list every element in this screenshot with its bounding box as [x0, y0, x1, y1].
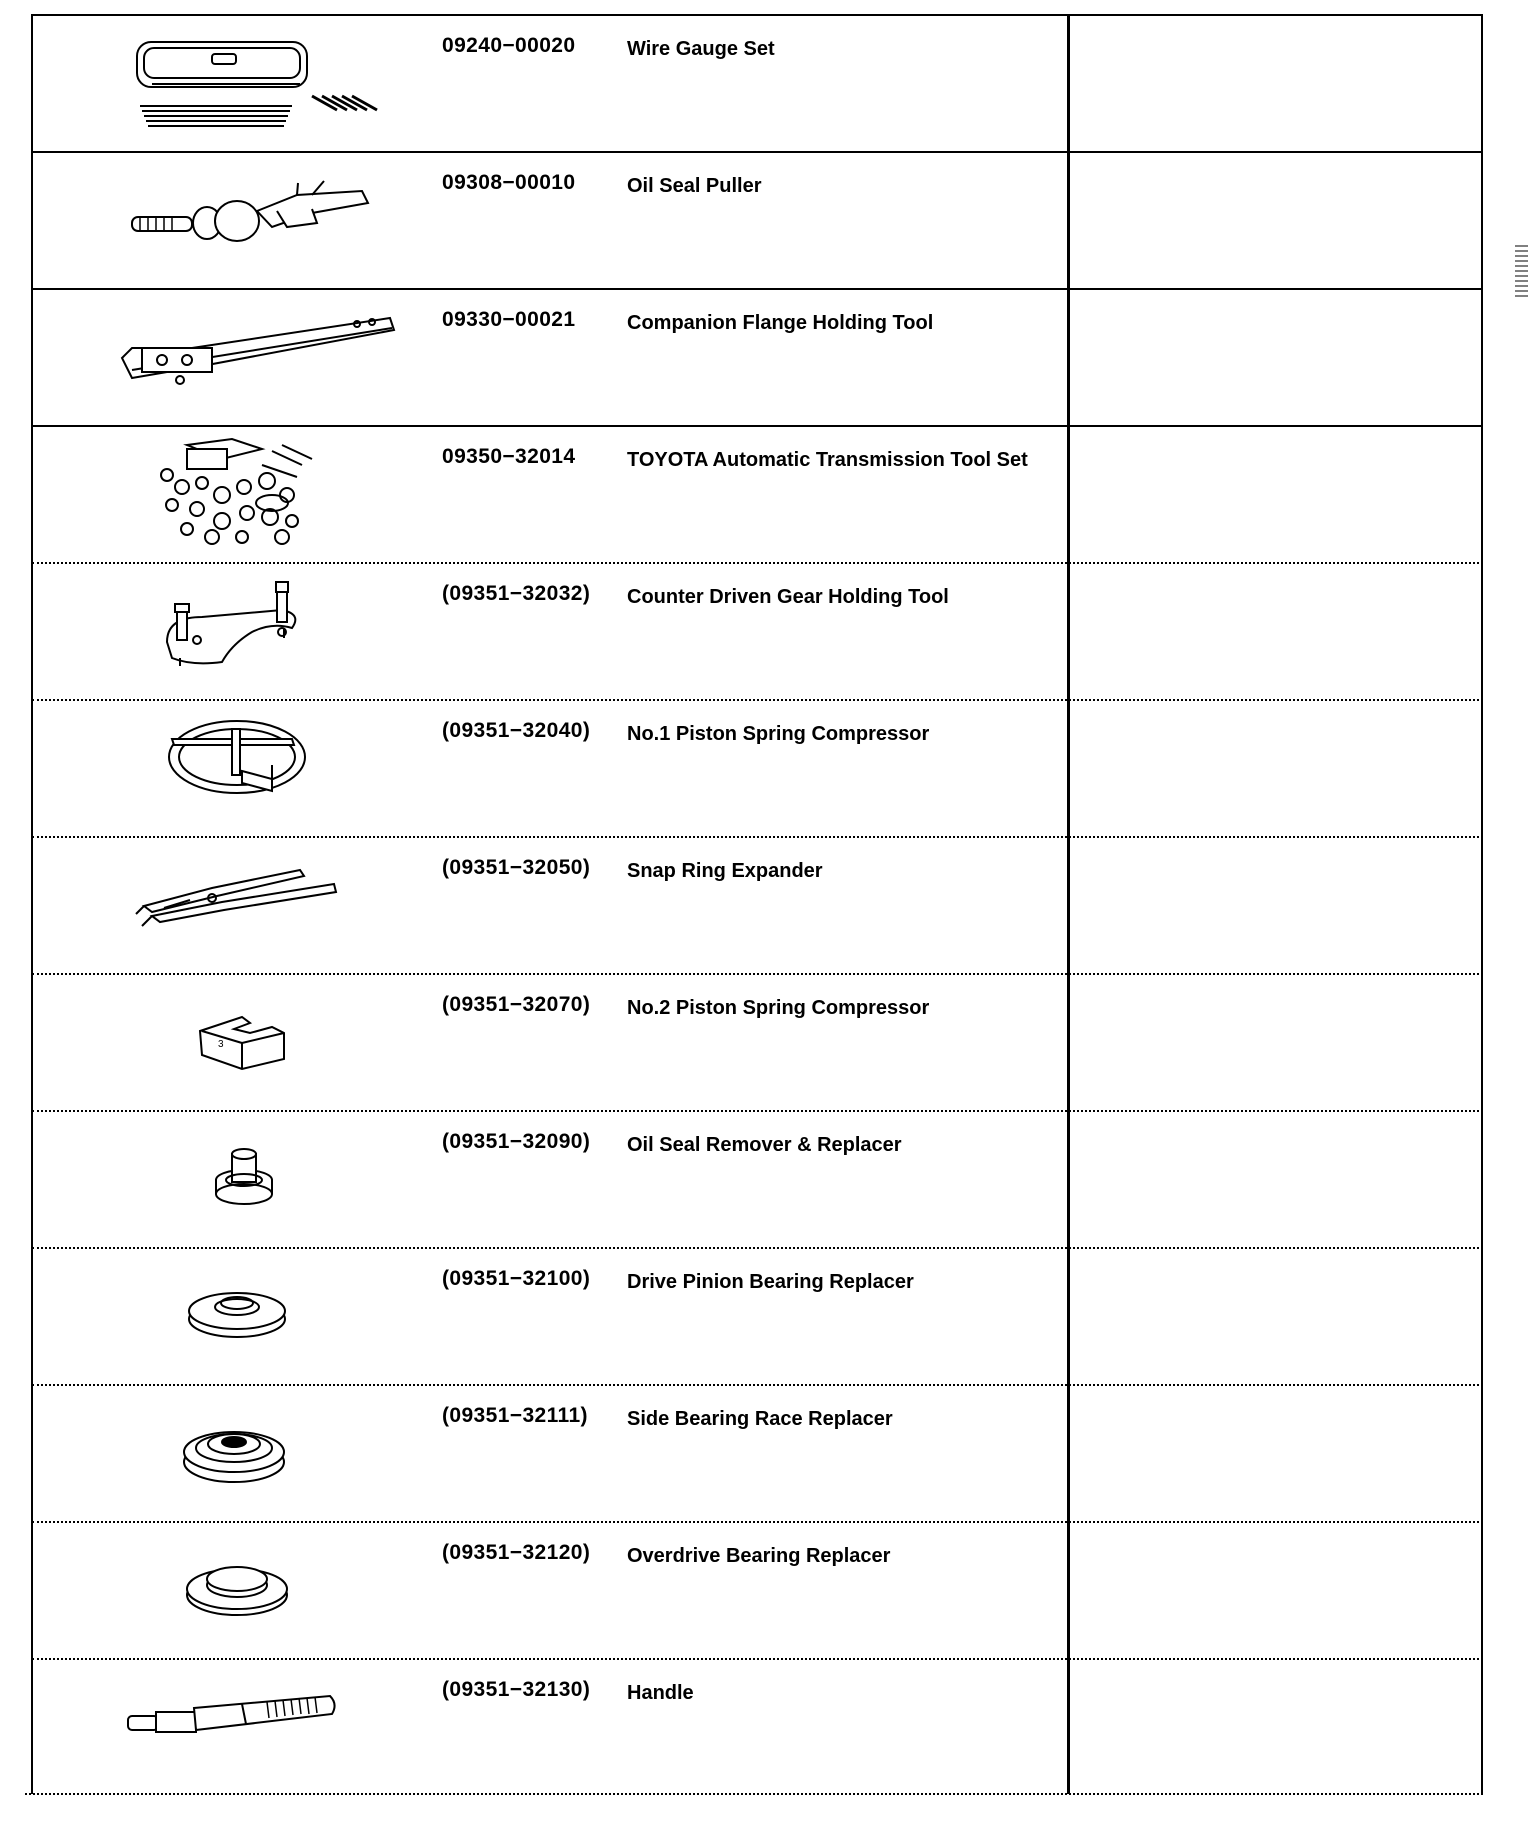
- tool-name: Oil Seal Remover & Replacer: [627, 1134, 902, 1156]
- spring-compressor-ring-icon: [72, 699, 432, 836]
- tool-row: [32, 1658, 1483, 1793]
- part-number: (09351−32100): [442, 1267, 591, 1290]
- oil-seal-replacer-icon: [72, 1110, 432, 1247]
- tool-name: Snap Ring Expander: [627, 860, 823, 882]
- tool-row: [32, 699, 1483, 836]
- page-edge-mark: [1515, 244, 1528, 299]
- tool-row: [32, 1521, 1483, 1658]
- part-number: 09308−00010: [442, 171, 576, 194]
- part-number: (09351−32090): [442, 1130, 591, 1153]
- tool-row: [32, 288, 1483, 425]
- handle-icon: [72, 1658, 432, 1795]
- tool-name: Oil Seal Puller: [627, 175, 762, 197]
- part-number: (09351−32111): [442, 1404, 588, 1427]
- bearing-replacer-icon: [72, 1247, 432, 1384]
- part-number: (09351−32040): [442, 719, 591, 742]
- part-number: (09351−32120): [442, 1541, 591, 1564]
- snap-ring-expander-icon: [72, 836, 432, 973]
- part-number: (09351−32050): [442, 856, 591, 879]
- tool-row: [32, 14, 1483, 151]
- part-number: 09330−00021: [442, 308, 576, 331]
- tool-name: Drive Pinion Bearing Replacer: [627, 1271, 914, 1293]
- tool-row: [32, 562, 1483, 699]
- overdrive-replacer-icon: [72, 1521, 432, 1658]
- part-number: 09240−00020: [442, 34, 576, 57]
- spring-compressor-block-icon: [72, 973, 432, 1110]
- svg-text:3: 3: [218, 1039, 224, 1050]
- tool-name: Companion Flange Holding Tool: [627, 312, 934, 334]
- tool-name: No.1 Piston Spring Compressor: [627, 723, 930, 745]
- part-number: (09351−32070): [442, 993, 591, 1016]
- tool-name: Side Bearing Race Replacer: [627, 1408, 893, 1430]
- gear-holding-tool-icon: [72, 562, 432, 699]
- race-replacer-icon: [72, 1384, 432, 1521]
- tool-row: [32, 1247, 1483, 1384]
- tool-name: Counter Driven Gear Holding Tool: [627, 586, 949, 608]
- tool-name: TOYOTA Automatic Transmission Tool Set: [627, 449, 1028, 471]
- tool-name: Overdrive Bearing Replacer: [627, 1545, 891, 1567]
- oil-seal-puller-icon: [72, 151, 432, 288]
- tool-row: [32, 1110, 1483, 1247]
- part-number: 09350−32014: [442, 445, 576, 468]
- flange-holding-tool-icon: [72, 288, 432, 425]
- tool-row: [32, 151, 1483, 288]
- tool-row: [32, 973, 1483, 1110]
- tool-set-icon: [72, 425, 432, 562]
- part-number: (09351−32032): [442, 582, 591, 605]
- tool-row: [32, 836, 1483, 973]
- part-number: (09351−32130): [442, 1678, 591, 1701]
- tool-row: [32, 425, 1483, 562]
- tool-name: No.2 Piston Spring Compressor: [627, 997, 930, 1019]
- tool-row: [32, 1384, 1483, 1521]
- tool-name: Handle: [627, 1682, 694, 1704]
- wire-gauge-set-icon: [72, 14, 432, 151]
- tool-name: Wire Gauge Set: [627, 38, 775, 60]
